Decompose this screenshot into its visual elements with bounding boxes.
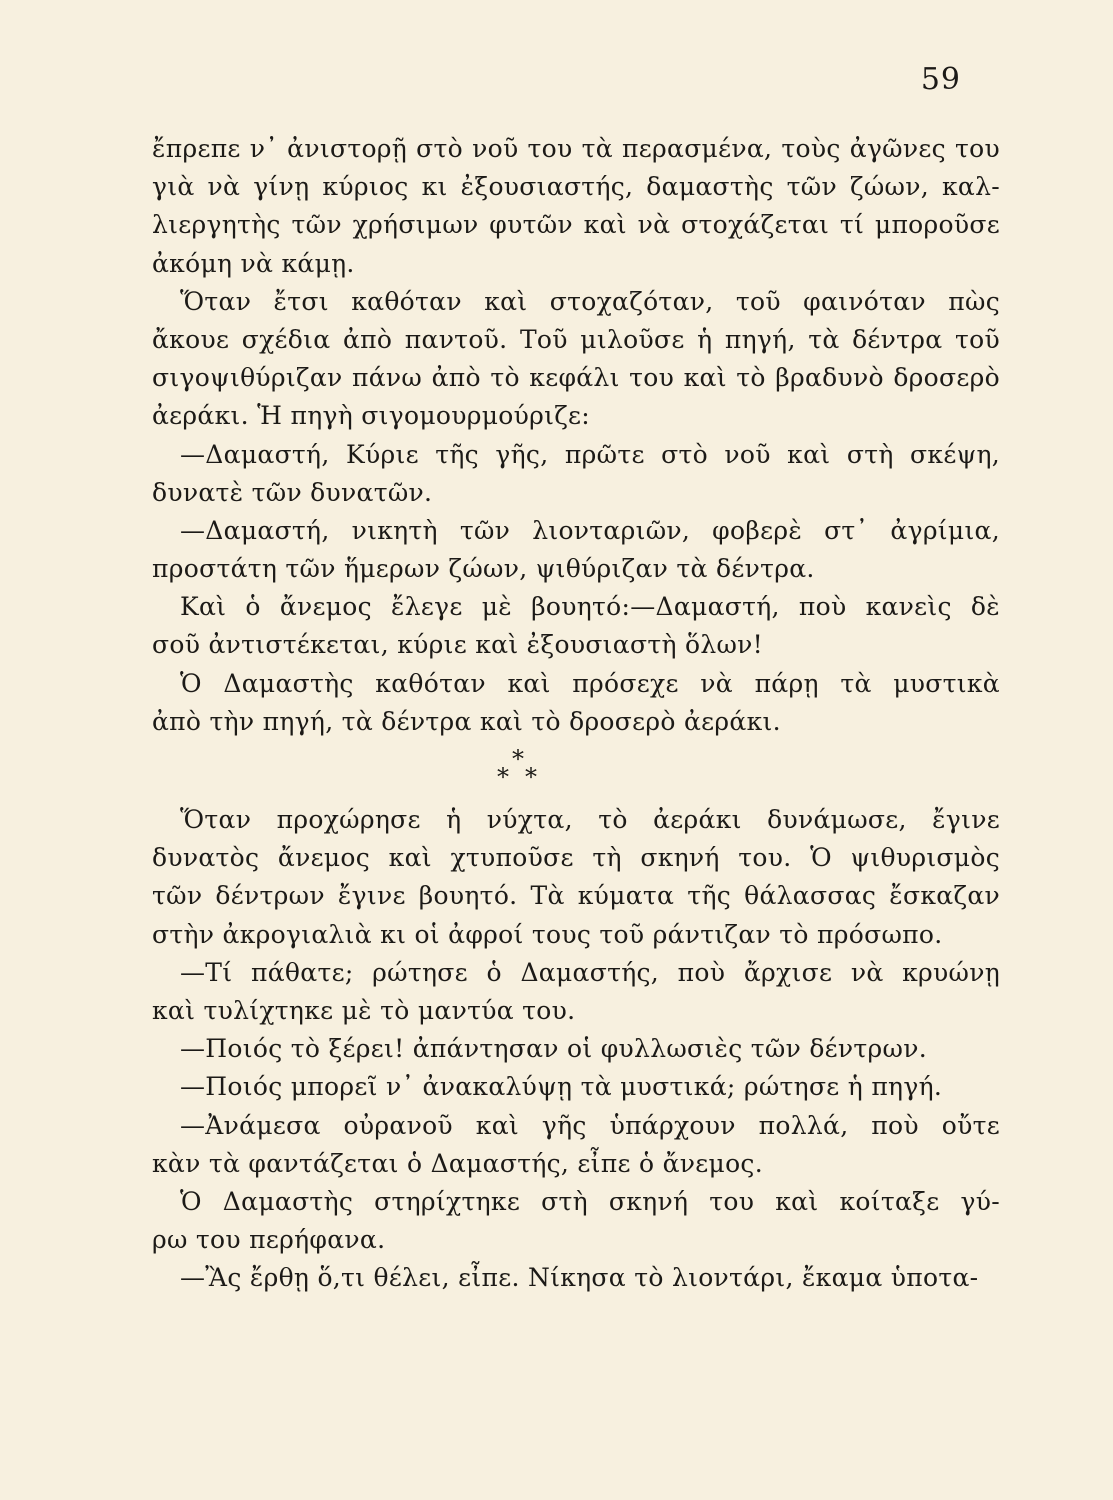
text-line: στὴν ἀκρογιαλιὰ κι οἱ ἀφροί τους τοῦ ράντιζαν τὸ πρόσωπο. — [152, 919, 943, 949]
text-line: δυνατὸς ἄνεμος καὶ χτυποῦσε τὴ σκηνή του. Ὁ ψιθυρισμὸς — [152, 843, 1000, 873]
text-line: —Ποιός τὸ ξέρει! ἀπάντησαν οἱ φυλλωσιὲς τῶν δέντρων. — [180, 1034, 927, 1064]
text-line: —Τί πάθατε; ρώτησε ὁ Δαμαστής, ποὺ ἄρχισε νὰ κρυώνῃ — [180, 957, 1000, 987]
text-line: —Δαμαστή, νικητὴ τῶν λιονταριῶν, φοβερὲ στ᾽ ἀγρίμια, — [180, 515, 1000, 545]
text-line: Ὁ Δαμαστὴς στηρίχτηκε στὴ σκηνή του καὶ κοίταξε γύ- — [180, 1186, 1000, 1216]
divider-star-right: * — [525, 763, 537, 791]
text-line: ἄκουε σχέδια ἀπὸ παντοῦ. Τοῦ μιλοῦσε ἡ πηγή, τὰ δέντρα τοῦ — [152, 324, 1000, 354]
divider-star-top: * — [512, 745, 524, 773]
text-line: δυνατὲ τῶν δυνατῶν. — [152, 477, 433, 507]
text-line: ἀεράκι. Ἡ πηγὴ σιγομουρμούριζε: — [152, 401, 591, 431]
text-line: —Ποιός μπορεῖ ν᾽ ἀνακαλύψῃ τὰ μυστικά; ρώτησε ἡ πηγή. — [180, 1072, 943, 1102]
text-line: —Ἀνάμεσα οὐρανοῦ καὶ γῆς ὑπάρχουν πολλά, ποὺ οὔτε — [180, 1110, 1000, 1140]
paragraphs-after-divider — [152, 801, 1000, 1297]
text-line: —Δαμαστή, Κύριε τῆς γῆς, πρῶτε στὸ νοῦ καὶ στὴ σκέψη, — [180, 439, 1000, 469]
text-line: προστάτη τῶν ἥμερων ζώων, ψιθύριζαν τὰ δέντρα. — [152, 554, 815, 584]
text-line: Καὶ ὁ ἄνεμος ἔλεγε μὲ βουητό:—Δαμαστή, ποὺ κανεὶς δὲ — [180, 592, 1000, 622]
text-line: λιεργητὴς τῶν χρήσιμων φυτῶν καὶ νὰ στοχάζεται τί μποροῦσε — [152, 210, 1000, 240]
text-line: Ὅταν ἔτσι καθόταν καὶ στοχαζόταν, τοῦ φαινόταν πὼς — [180, 286, 1000, 316]
text-line: —Ἂς ἔρθῃ ὅ,τι θέλει, εἶπε. Νίκησα τὸ λιοντάρι, ἔκαμα ὑποτα- — [180, 1263, 979, 1293]
divider-star-left: * — [497, 763, 509, 791]
text-line: ἔπρεπε ν᾽ ἀνιστορῇ στὸ νοῦ του τὰ περασμένα, τοὺς ἀγῶνες του — [152, 134, 1000, 163]
body-text — [152, 130, 1000, 1297]
text-line: ἀπὸ τὴν πηγή, τὰ δέντρα καὶ τὸ δροσερὸ ἀεράκι. — [152, 706, 781, 736]
text-line: τῶν δέντρων ἔγινε βουητό. Τὰ κύματα τῆς θάλασσας ἔσκαζαν — [152, 881, 1000, 911]
page-number: 59 — [920, 62, 961, 97]
text-line: σιγοψιθύριζαν πάνω ἀπὸ τὸ κεφάλι του καὶ τὸ βραδυνὸ δροσερὸ — [152, 363, 1000, 393]
text-line: κὰν τὰ φαντάζεται ὁ Δαμαστής, εἶπε ὁ ἄνεμος. — [152, 1148, 763, 1178]
text-line: Ὁ Δαμαστὴς καθόταν καὶ πρόσεχε νὰ πάρῃ τὰ μυστικὰ — [180, 668, 1000, 698]
text-line: γιὰ νὰ γίνῃ κύριος κι ἐξουσιαστής, δαμαστὴς τῶν ζώων, καλ- — [152, 172, 1000, 202]
text-line: σοῦ ἀντιστέκεται, κύριε καὶ ἐξουσιαστὴ ὅλων! — [152, 630, 764, 660]
text-line: ρω του περήφανα. — [152, 1225, 386, 1255]
text-line: Ὅταν προχώρησε ἡ νύχτα, τὸ ἀεράκι δυνάμωσε, ἔγινε — [180, 805, 1000, 834]
text-line: καὶ τυλίχτηκε μὲ τὸ μαντύα του. — [152, 995, 576, 1025]
text-line: ἀκόμη νὰ κάμῃ. — [152, 248, 355, 278]
section-divider — [152, 741, 1000, 801]
paragraphs-before-divider — [152, 130, 1000, 741]
